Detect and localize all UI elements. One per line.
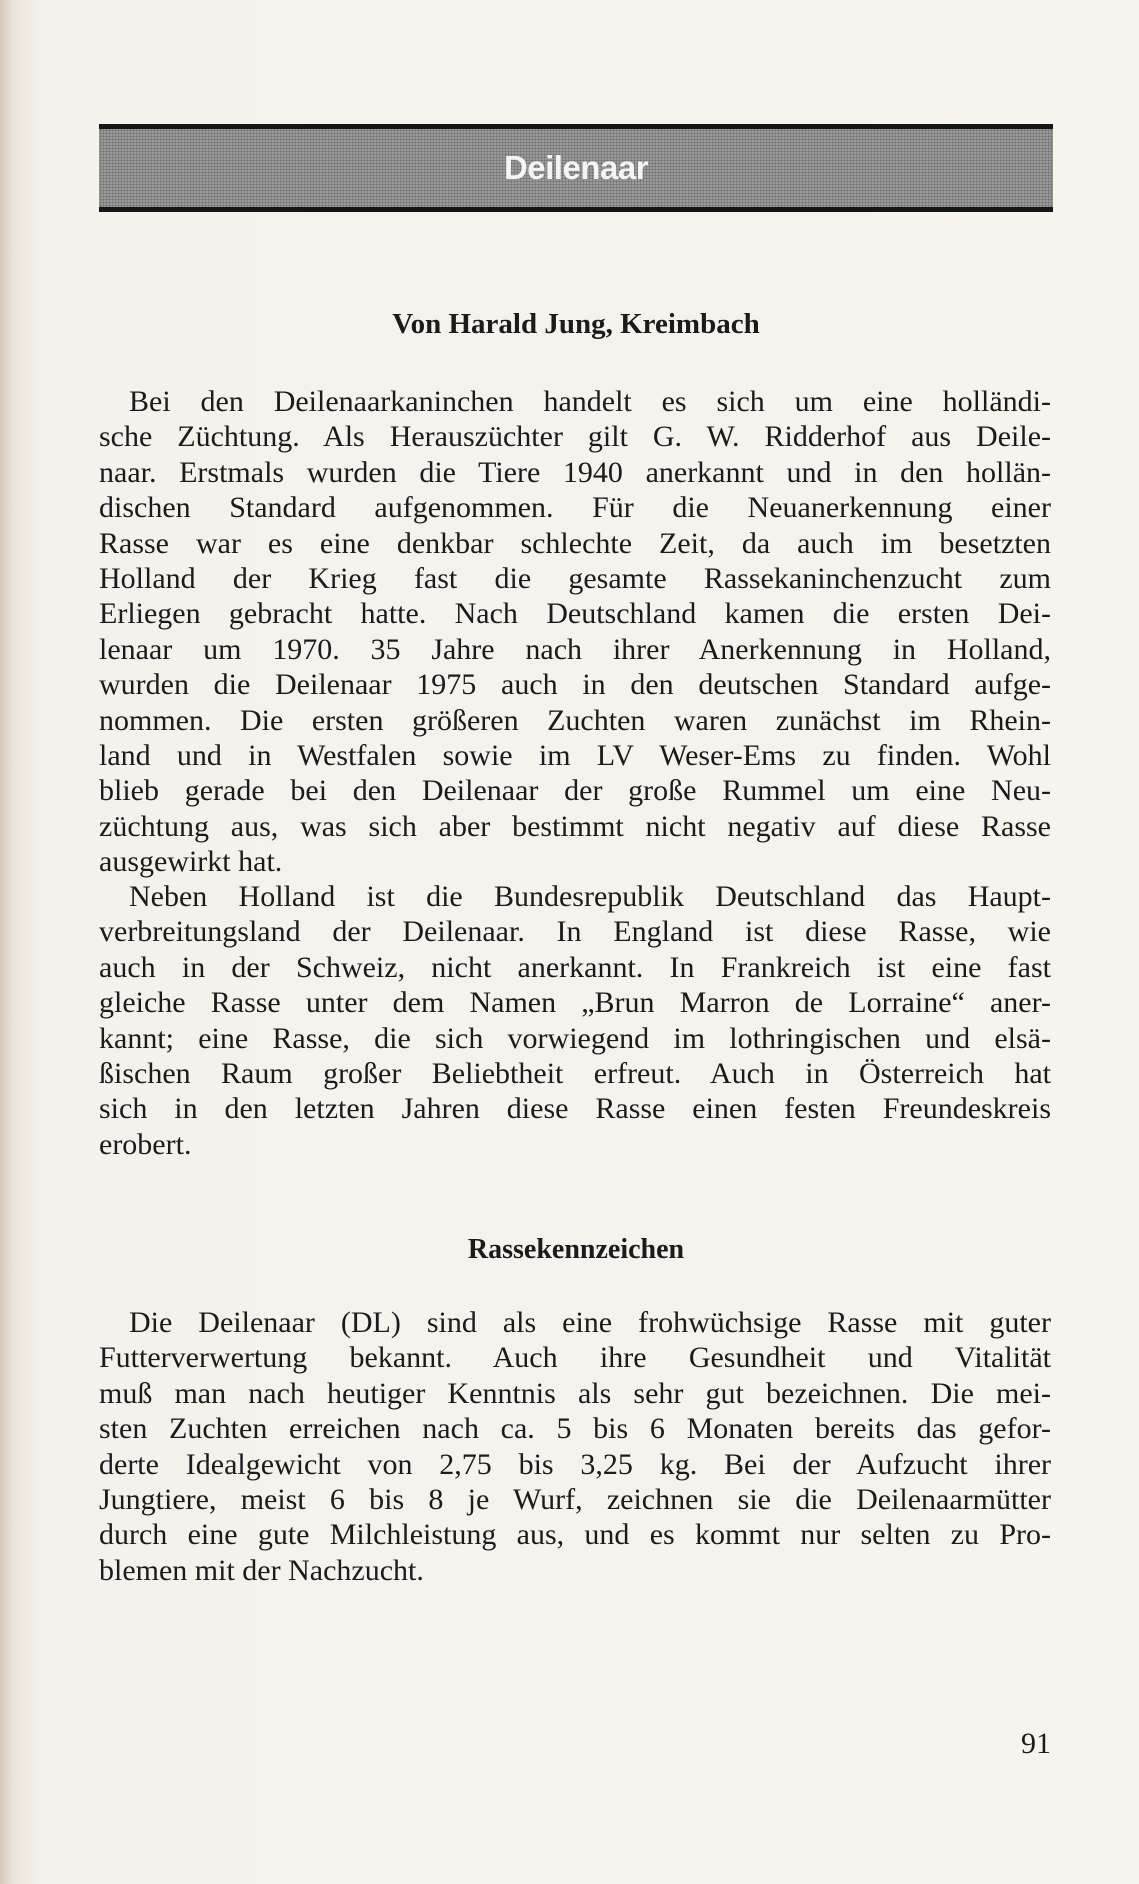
paragraph-characteristics <box>99 1305 1051 1588</box>
text-line: blieb gerade bei den Deilenaar der große Rummel um eine Neu- <box>99 774 1051 808</box>
text-line: land und in Westfalen sowie im LV Weser-Ems zu finden. Wohl <box>99 738 1051 772</box>
paragraph-distribution <box>99 879 1051 1162</box>
section-heading: Rassekennzeichen <box>467 1234 685 1265</box>
text-line: lenaar um 1970. 35 Jahre nach ihrer Anerkennung in Holland, <box>99 632 1051 666</box>
text-line: auch in der Schweiz, nicht anerkannt. In Frankreich ist eine fast <box>99 950 1051 984</box>
text-line: derte Idealgewicht von 2,75 bis 3,25 kg. Bei der Aufzucht ihrer <box>99 1447 1051 1481</box>
text-line: sten Zuchten erreichen nach ca. 5 bis 6 Monaten bereits das gefor- <box>99 1412 1051 1446</box>
paragraph-intro <box>99 384 1051 879</box>
text-line: Bei den Deilenaarkaninchen handelt es sich um eine holländi- <box>129 385 1051 418</box>
text-line: Erliegen gebracht hatte. Nach Deutschland kamen die ersten Dei- <box>99 597 1051 631</box>
text-line: ausgewirkt hat. <box>99 845 283 879</box>
text-line: sche Züchtung. Als Herauszüchter gilt G. W. Ridderhof aus Deile- <box>99 420 1051 454</box>
text-line: ßischen Raum großer Beliebtheit erfreut. Auch in Österreich hat <box>99 1056 1051 1090</box>
text-line: erobert. <box>99 1127 192 1161</box>
text-line: Jungtiere, meist 6 bis 8 je Wurf, zeichnen sie die Deilenaarmütter <box>99 1482 1051 1516</box>
text-line: Holland der Krieg fast die gesamte Rassekaninchenzucht zum <box>99 561 1051 595</box>
text-line: dischen Standard aufgenommen. Für die Neuanerkennung einer <box>99 491 1051 525</box>
text-line: blemen mit der Nachzucht. <box>99 1553 424 1587</box>
text-line: muß man nach heutiger Kenntnis als sehr gut bezeichnen. Die mei- <box>99 1376 1051 1410</box>
chapter-title-banner <box>99 124 1053 212</box>
text-line: Futterverwertung bekannt. Auch ihre Gesundheit und Vitalität <box>99 1341 1051 1375</box>
text-line: durch eine gute Milchleistung aus, und es kommt nur selten zu Pro- <box>99 1518 1051 1552</box>
text-line: verbreitungsland der Deilenaar. In England ist diese Rasse, wie <box>99 915 1051 949</box>
text-line: Rasse war es eine denkbar schlechte Zeit, da auch im besetzten <box>99 526 1051 560</box>
author-byline: Von Harald Jung, Kreimbach <box>392 308 760 340</box>
text-line: Die Deilenaar (DL) sind als eine frohwüchsige Rasse mit guter <box>129 1306 1051 1339</box>
text-line: nommen. Die ersten größeren Zuchten waren zunächst im Rhein- <box>99 703 1051 737</box>
page-number: 91 <box>1021 1727 1051 1760</box>
text-line: gleiche Rasse unter dem Namen „Brun Marron de Lorraine“ aner- <box>99 986 1051 1020</box>
text-line: Neben Holland ist die Bundesrepublik Deutschland das Haupt- <box>129 880 1051 913</box>
text-line: wurden die Deilenaar 1975 auch in den deutschen Standard aufge- <box>99 668 1051 702</box>
text-line: naar. Erstmals wurden die Tiere 1940 anerkannt und in den hollän- <box>99 455 1051 489</box>
text-line: kannt; eine Rasse, die sich vorwiegend im lothringischen und elsä- <box>99 1021 1051 1055</box>
chapter-title: Deilenaar <box>503 149 649 186</box>
text-line: züchtung aus, was sich aber bestimmt nicht negativ auf diese Rasse <box>99 809 1051 843</box>
text-line: sich in den letzten Jahren diese Rasse einen festen Freundeskreis <box>99 1092 1051 1126</box>
